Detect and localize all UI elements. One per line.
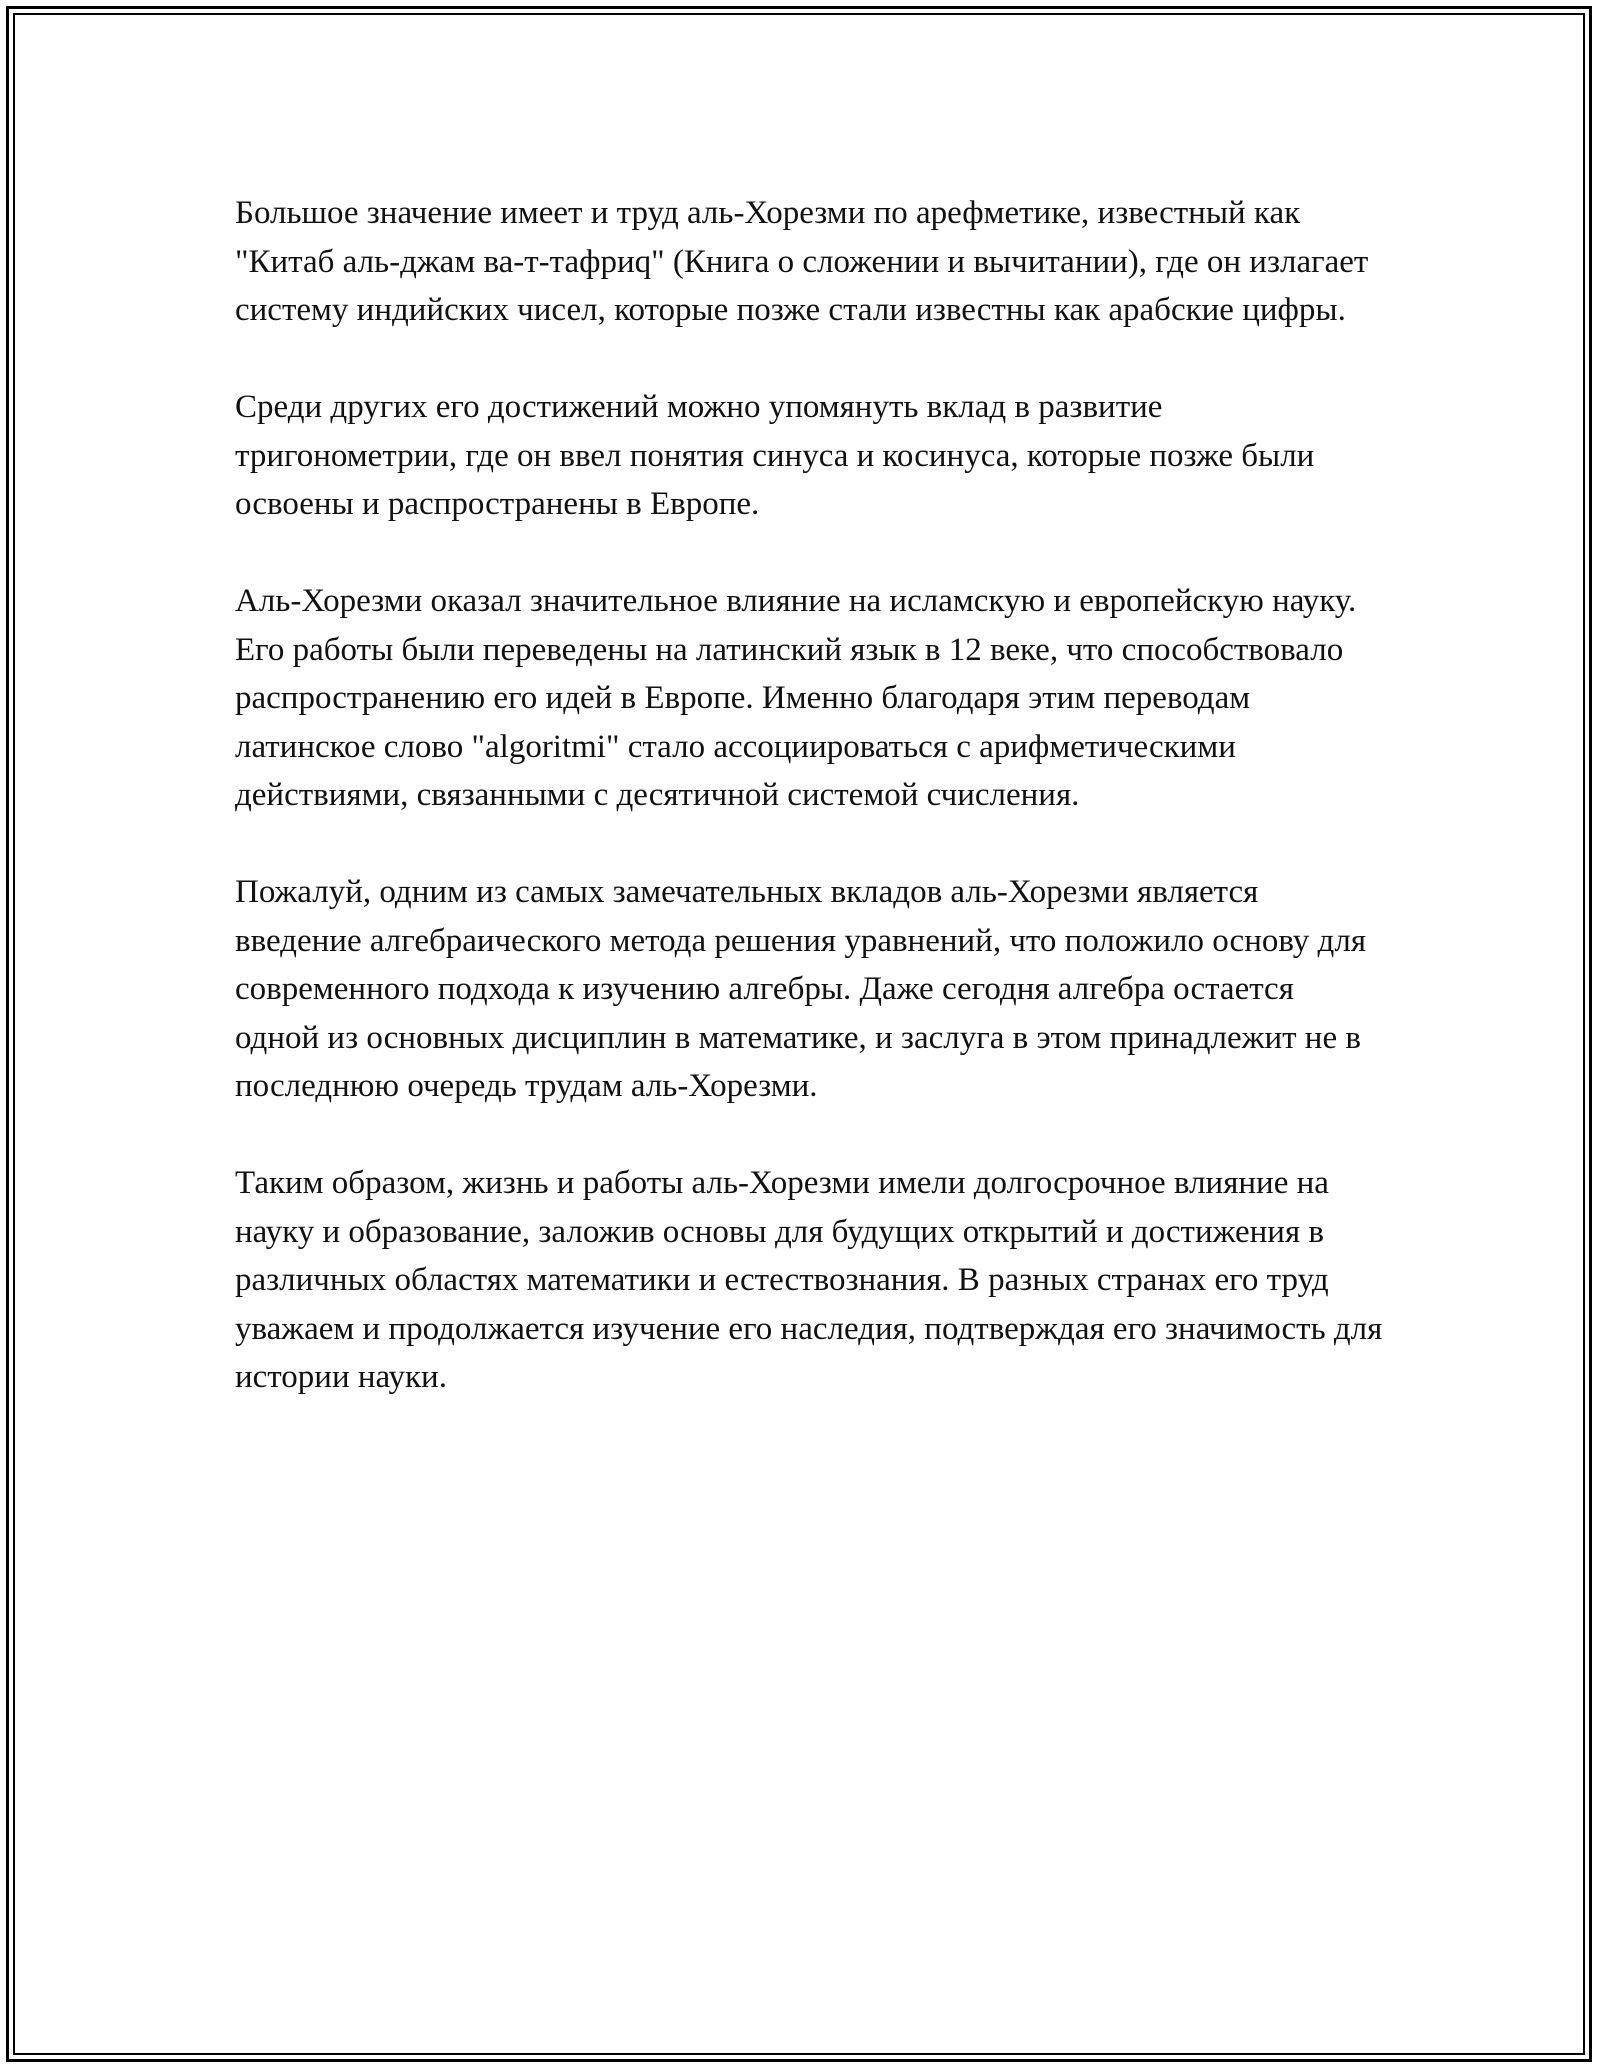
paragraph-algebra: Пожалуй, одним из самых замечательных вкладов аль-Хорезми является введение алгебраического метода решения уравнений, что положило основу для современного подхода к изучению алгебры. Даже сегодня алгебра остается одной из основных дисциплин в математике, и заслуга в этом принадлежит не в последнюю очередь трудам аль-Хорезми. bbox=[235, 874, 1366, 1104]
paragraph-influence: Аль-Хорезми оказал значительное влияние на исламскую и европейскую науку. Его работы были переведены на латинский язык в 12 веке, что способствовало распространению его идей в Европе. Именно благодаря этим переводам латинское слово "algoritmi" стало ассоциироваться с арифметическими действиями, связанными с десятичной системой счисления. bbox=[235, 583, 1357, 813]
paragraph-arithmetic: Большое значение имеет и труд аль-Хорезми по арефметике, известный как "Китаб аль-джам ва-т-тафриq" (Книга о сложении и вычитании), где он излагает систему индийских чисел, которые позже стали известны как арабские цифры. bbox=[235, 195, 1369, 328]
paragraph-conclusion: Таким образом, жизнь и работы аль-Хорезми имели долгосрочное влияние на науку и образование, заложив основы для будущих открытий и достижения в различных областях математики и естествознания. В разных странах его труд уважаем и продолжается изучение его наследия, подтверждая его значимость для истории науки. bbox=[235, 1165, 1383, 1395]
paragraph-trigonometry: Среди других его достижений можно упомянуть вклад в развитие тригонометрии, где он ввел понятия синуса и косинуса, которые позже были освоены и распространены в Европе. bbox=[235, 389, 1315, 522]
document-body bbox=[235, 189, 1385, 1402]
